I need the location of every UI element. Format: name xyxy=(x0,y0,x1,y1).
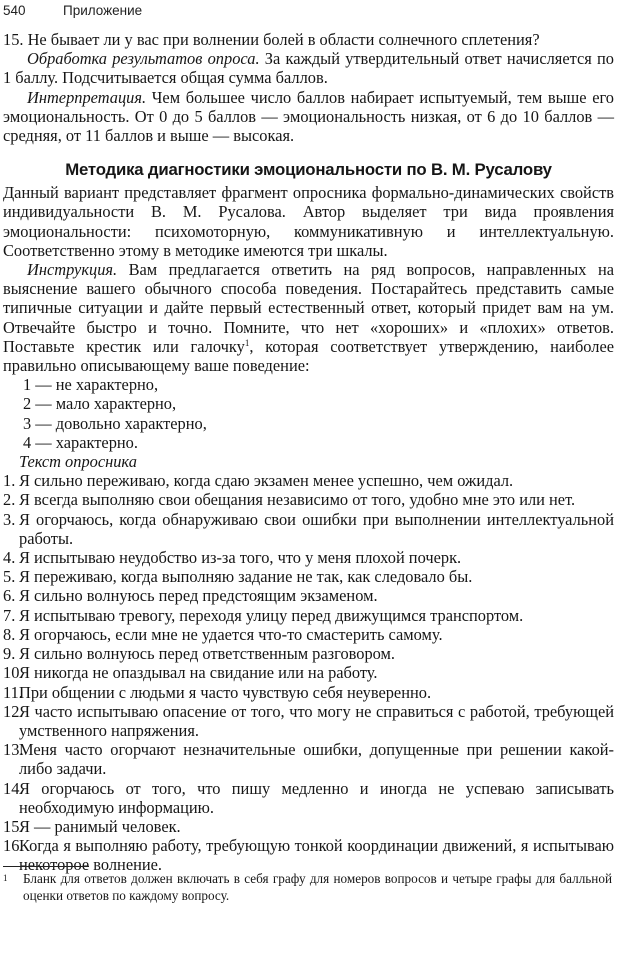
question-number: 11. xyxy=(3,682,23,702)
question-text: Я испытываю неудобство из-за того, что у меня плохой почерк. xyxy=(19,548,462,568)
running-header xyxy=(3,3,142,18)
question-number: 14. xyxy=(3,778,24,798)
question-item xyxy=(3,740,614,778)
question-text: Меня часто огорчают незначительные ошибки, допущенные при решении какой-либо задачи. xyxy=(19,740,614,779)
processing-text: За каждый утвердительный ответ начисляется по 1 баллу. Подсчитывается общая сумма баллов. xyxy=(3,49,614,88)
option-item: 3 — довольно характерно, xyxy=(23,413,207,433)
question-number: 8. xyxy=(3,624,16,644)
question-item xyxy=(3,836,614,874)
question-text: Я огорчаюсь, если мне не удается что-то смастерить самому. xyxy=(19,624,443,644)
interpretation-paragraph xyxy=(3,88,614,146)
question-item xyxy=(3,510,614,548)
question-text: Я — ранимый человек. xyxy=(19,816,181,836)
question-number: 4. xyxy=(3,548,16,568)
question-text: Я сильно переживаю, когда сдаю экзамен менее успешно, чем ожидал. xyxy=(19,471,514,491)
question-number: 9. xyxy=(3,644,16,664)
question-number: 7. xyxy=(3,605,16,625)
interpretation-text: Чем большее число баллов набирает испытуемый, тем выше его эмоциональность. От 0 до 5 баллов — эмоциональность низкая, от 6 до 10 баллов — средняя, от 11 баллов и выше — высокая. xyxy=(3,87,614,146)
intro-paragraph: Данный вариант представляет фрагмент опросника формально-динамических свойств индивидуальности В. М. Русалова. Автор выделяет три вида проявления эмоциональности: психомоторную, коммуникативную и интеллектуальную. Соответственно этому в методике имеются три шкалы. xyxy=(3,183,614,260)
option-item: 4 — характерно. xyxy=(23,432,138,452)
question-number: 13. xyxy=(3,740,24,760)
footnote-divider xyxy=(3,866,89,867)
question-number: 2. xyxy=(3,490,16,510)
question-item xyxy=(3,817,614,836)
question-number: 3. xyxy=(3,509,16,529)
option-item: 2 — мало характерно, xyxy=(23,394,177,414)
processing-label: Обработка результатов опроса. xyxy=(27,49,260,69)
footnote-text: Бланк для ответов должен включать в себя графу для номеров вопросов и четыре графы для балльной оценки ответов по каждому вопросу. xyxy=(23,871,612,903)
question-item xyxy=(3,548,614,567)
questionnaire-label: Текст опросника xyxy=(19,452,137,472)
question-item xyxy=(3,586,614,605)
question-item xyxy=(3,644,614,663)
question-item xyxy=(3,471,614,490)
question-number: 12. xyxy=(3,701,24,721)
question-item xyxy=(3,625,614,644)
question-number: 1. xyxy=(3,471,16,491)
question-item xyxy=(3,606,614,625)
question-number: 16. xyxy=(3,836,24,856)
question-text: Я всегда выполняю свои обещания независимо от того, удобно мне это или нет. xyxy=(19,490,576,510)
instruction-label: Инструкция. xyxy=(27,260,118,280)
question-item xyxy=(3,490,614,509)
question-text: Я переживаю, когда выполняю задание не так, как следовало бы. xyxy=(19,567,473,587)
question-text: Я огорчаюсь от того, что пишу медленно и иногда не успеваю записывать необходимую информацию. xyxy=(19,778,614,817)
question-text: Я огорчаюсь, когда обнаруживаю свои ошибки при выполнении интеллектуальной работы. xyxy=(19,509,614,548)
question-text: Когда я выполняю работу, требующую тонкой координации движений, я испытываю некоторое волнение. xyxy=(19,836,614,875)
prev-question-15: 15. Не бывает ли у вас при волнении болей в области солнечного сплетения? xyxy=(3,30,540,49)
question-item xyxy=(3,702,614,740)
section-heading: Методика диагностики эмоциональности по В. М. Русалову xyxy=(65,160,552,180)
question-number: 6. xyxy=(3,586,16,606)
question-text: Я никогда не опаздывал на свидание или на работу. xyxy=(19,663,378,683)
question-text: При общении с людьми я часто чувствую себя неуверенно. xyxy=(19,682,432,702)
question-list xyxy=(3,471,614,874)
processing-paragraph xyxy=(3,49,614,87)
question-number: 10. xyxy=(3,663,24,683)
footnote-mark: 1 xyxy=(3,873,8,883)
question-text: Я испытываю тревогу, переходя улицу перед движущимся транспортом. xyxy=(19,605,524,625)
footnote xyxy=(3,870,614,904)
instruction-text-end: , которая соответствует утверждению, наиболее правильно описывающему ваше поведение: xyxy=(3,336,614,376)
question-text: Я сильно волнуюсь перед ответственным разговором. xyxy=(19,644,396,664)
page-number: 540 xyxy=(3,3,26,18)
interpretation-label: Интерпретация. xyxy=(27,87,147,107)
question-item xyxy=(3,683,614,702)
question-item xyxy=(3,567,614,586)
instruction-paragraph xyxy=(3,260,614,375)
question-item xyxy=(3,663,614,682)
option-item: 1 — не характерно, xyxy=(23,375,159,395)
page-body xyxy=(3,30,614,875)
footnote-reference: 1 xyxy=(244,337,250,348)
question-text: Я часто испытываю опасение от того, что могу не справиться с работой, требующей умственного напряжения. xyxy=(19,701,614,740)
instruction-text: Вам предлагается ответить на ряд вопросов, направленных на выяснение вашего обычного способа поведения. Постарайтесь представить самые типичные ситуации и дайте первый естественный ответ, который придет вам на ум. Отвечайте быстро и точно. Помните, что нет «хороших» и «плохих» ответов. Поставьте крестик или галочку xyxy=(3,260,614,356)
question-number: 5. xyxy=(3,567,16,587)
answer-options xyxy=(3,375,614,452)
question-text: Я сильно волнуюсь перед предстоящим экзаменом. xyxy=(19,586,378,606)
question-item xyxy=(3,779,614,817)
question-number: 15. xyxy=(3,816,24,836)
section-title: Приложение xyxy=(63,3,143,18)
